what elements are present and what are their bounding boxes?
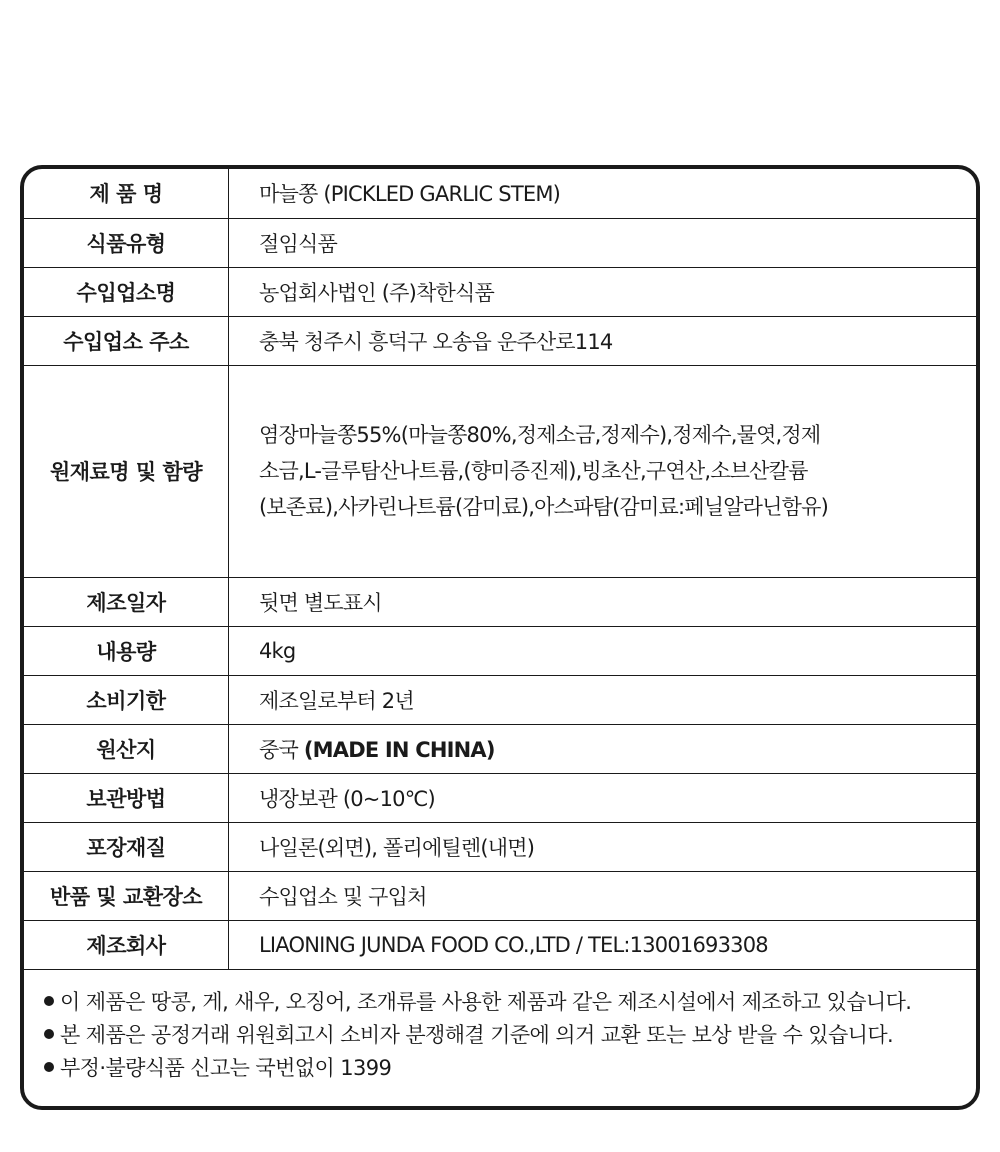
manufacture-date-label: 제조일자 — [24, 577, 229, 626]
importer-name-value: 농업회사법인 (주)착한식품 — [229, 267, 977, 316]
notice-item — [44, 986, 976, 1019]
row-packaging — [24, 822, 976, 871]
product-label-box — [20, 165, 980, 1110]
row-food-type — [24, 218, 976, 267]
net-weight-value: 4kg — [229, 626, 977, 675]
ingredients-value — [229, 365, 977, 577]
row-storage — [24, 773, 976, 822]
row-importer-name — [24, 267, 976, 316]
product-info-table — [24, 169, 976, 970]
importer-address-label: 수입업소 주소 — [24, 316, 229, 365]
storage-label: 보관방법 — [24, 773, 229, 822]
row-net-weight — [24, 626, 976, 675]
net-weight-label: 내용량 — [24, 626, 229, 675]
row-manufacture-date — [24, 577, 976, 626]
manufacturer-value: LIAONING JUNDA FOOD CO.,LTD / TEL:13001693308 — [229, 920, 977, 969]
row-importer-address — [24, 316, 976, 365]
storage-value: 냉장보관 (0~10℃) — [229, 773, 977, 822]
manufacturer-label: 제조회사 — [24, 920, 229, 969]
row-expiry — [24, 675, 976, 724]
notice-text: 본 제품은 공정거래 위원회고시 소비자 분쟁해결 기준에 의거 교환 또는 보상 받을 수 있습니다. — [60, 1022, 894, 1047]
origin-country: 중국 — [259, 737, 298, 762]
importer-address-value: 충북 청주시 흥덕구 오송읍 운주산로114 — [229, 316, 977, 365]
expiry-label: 소비기한 — [24, 675, 229, 724]
bullet-icon — [44, 996, 54, 1006]
packaging-value: 나일론(외면), 폴리에틸렌(내면) — [229, 822, 977, 871]
food-type-value: 절임식품 — [229, 218, 977, 267]
row-product-name — [24, 169, 976, 218]
notice-text: 부정·불량식품 신고는 국번없이 1399 — [60, 1055, 392, 1080]
notice-text: 이 제품은 땅콩, 게, 새우, 오징어, 조개류를 사용한 제품과 같은 제조시설에서 제조하고 있습니다. — [60, 989, 912, 1014]
bullet-icon — [44, 1029, 54, 1039]
packaging-label: 포장재질 — [24, 822, 229, 871]
manufacture-date-value: 뒷면 별도표시 — [229, 577, 977, 626]
notice-item — [44, 1052, 976, 1085]
row-origin — [24, 724, 976, 773]
importer-name-label: 수입업소명 — [24, 267, 229, 316]
notice-section — [24, 970, 976, 1085]
product-name-label: 제 품 명 — [24, 169, 229, 218]
origin-country-english: (MADE IN CHINA) — [303, 737, 495, 762]
ingredients-line: 소금,L-글루탐산나트륨,(향미증진제),빙초산,구연산,소브산칼륨 — [259, 459, 808, 483]
bullet-icon — [44, 1062, 54, 1072]
expiry-value: 제조일로부터 2년 — [229, 675, 977, 724]
row-return-place — [24, 871, 976, 920]
product-name-value: 마늘쫑 (PICKLED GARLIC STEM) — [229, 169, 977, 218]
ingredients-line: 염장마늘쫑55%(마늘쫑80%,정제소금,정제수),정제수,물엿,정제 — [259, 423, 821, 447]
origin-label: 원산지 — [24, 724, 229, 773]
row-manufacturer — [24, 920, 976, 969]
notice-item — [44, 1019, 976, 1052]
ingredients-label: 원재료명 및 함량 — [24, 365, 229, 577]
row-ingredients — [24, 365, 976, 577]
origin-value — [229, 724, 977, 773]
return-place-value: 수입업소 및 구입처 — [229, 871, 977, 920]
food-type-label: 식품유형 — [24, 218, 229, 267]
return-place-label: 반품 및 교환장소 — [24, 871, 229, 920]
ingredients-line: (보존료),사카린나트륨(감미료),아스파탐(감미료:페닐알라닌함유) — [259, 495, 829, 519]
